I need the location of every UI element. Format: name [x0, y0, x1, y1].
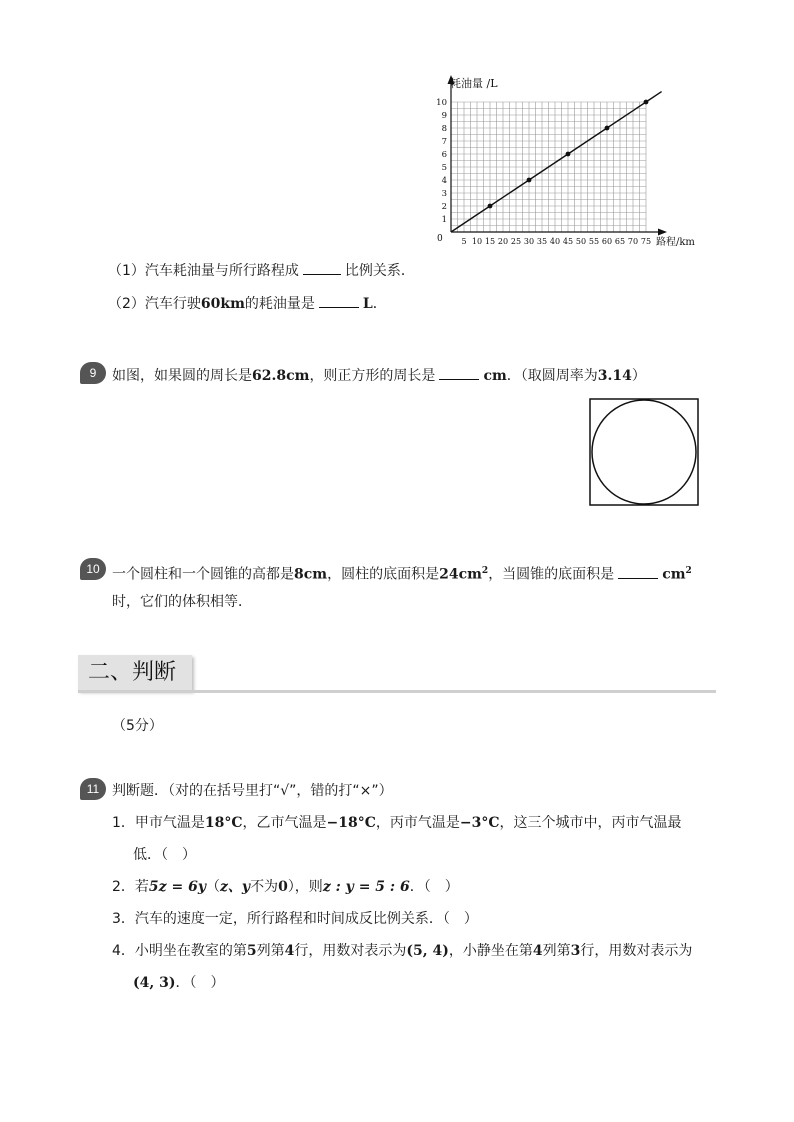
- origin-label: 0: [437, 234, 443, 244]
- y-axis-label: 耗油量 /L: [450, 77, 498, 90]
- square-shape: [590, 399, 698, 505]
- q9-text-a: 如图，如果圆的周长是: [112, 368, 252, 384]
- q11-item4-line2: [133, 973, 224, 993]
- ratio: z : y = 5 : 6: [322, 879, 410, 895]
- answer-blank[interactable]: [439, 365, 479, 380]
- q11-item4-text-e: 列第: [542, 943, 571, 959]
- q11-item4-text-c: 行，用数对表示为: [294, 943, 407, 959]
- series-line: [451, 92, 662, 232]
- q8-sub1-text: （1）汽车耗油量与所行路程成: [108, 263, 299, 279]
- q11-item4: [112, 941, 692, 961]
- coordinate-pair: (5, 4): [406, 943, 449, 959]
- q8-sub2-text-mid: 的耗油量是: [244, 296, 315, 312]
- q8-distance: 60km: [200, 296, 245, 312]
- x-tick-label: 30: [523, 237, 535, 246]
- q11-item2-text-d: ），则: [287, 879, 323, 895]
- q11-item2-text-e: ．（ ）: [409, 879, 459, 895]
- q10-line2: 时，它们的体积相等．: [112, 594, 252, 610]
- section-title: 二、判断: [78, 655, 192, 691]
- x-tick-label: 35: [536, 237, 548, 246]
- x-tick-label: 25: [510, 237, 522, 246]
- q10-height: 8cm: [294, 566, 328, 583]
- q11-item2-text: 2．若: [112, 879, 149, 895]
- q11-item4-text: 4．小明坐在教室的第: [112, 943, 247, 959]
- y-tick-label: 2: [441, 202, 447, 212]
- x-tick-label: 65: [614, 237, 626, 246]
- y-tick-label: 10: [436, 98, 447, 108]
- q9-text: [112, 365, 646, 386]
- data-point: [527, 178, 532, 183]
- x-axis-label: 路程/km: [656, 237, 695, 248]
- q11-item2-text-b: （: [205, 879, 220, 895]
- y-tick-label: 4: [441, 176, 447, 186]
- x-tick-label: 50: [575, 237, 587, 246]
- square-circle-figure: [588, 398, 700, 506]
- q11-intro: 判断题．（对的在括号里打“√”，错的打“×”）: [112, 783, 393, 799]
- y-tick-label: 8: [441, 124, 447, 134]
- q9-pi: 3.14: [597, 368, 632, 384]
- q11-item1: [112, 813, 682, 833]
- q11-item1-text: 1．甲市气温是: [112, 815, 205, 831]
- q11-item2: [112, 877, 459, 897]
- temp-city-b: −18°C: [326, 815, 376, 831]
- question-number-badge: 10: [80, 558, 106, 580]
- row-number: 3: [570, 943, 581, 959]
- temp-city-c: −3°C: [459, 815, 500, 831]
- answer-blank[interactable]: [618, 564, 658, 579]
- x-tick-label: 40: [549, 237, 561, 246]
- data-point: [488, 204, 493, 209]
- x-tick-label: 75: [640, 237, 652, 246]
- q10-text-c: ，当圆锥的底面积是: [488, 566, 615, 583]
- data-point: [644, 100, 649, 105]
- column-number: 5: [246, 943, 257, 959]
- fuel-distance-chart: [420, 70, 720, 255]
- y-tick-label: 9: [441, 111, 447, 121]
- q11-item4-text-f: 行，用数对表示为: [580, 943, 693, 959]
- x-tick-label: 20: [497, 237, 509, 246]
- q9-text-b: ，则正方形的周长是: [309, 368, 436, 384]
- q10-line1: [112, 561, 692, 585]
- q11-item3: 3．汽车的速度一定，所行路程和时间成反比例关系．（ ）: [112, 911, 478, 927]
- chart-axes: [448, 75, 668, 236]
- q10-unit: cm: [662, 566, 686, 583]
- x-tick-label: 5: [461, 237, 467, 246]
- x-tick-label: 60: [601, 237, 613, 246]
- y-tick-label: 5: [441, 163, 447, 173]
- q8-sub2: [108, 293, 387, 314]
- y-tick-label: 3: [441, 189, 447, 199]
- x-axis-arrow: [658, 229, 667, 236]
- zero-value: 0: [278, 879, 288, 895]
- q9-circumference: 62.8cm: [252, 368, 310, 384]
- q10-area: 24cm: [439, 566, 482, 583]
- temp-city-a: 18°C: [204, 815, 243, 831]
- x-tick-label: 10: [471, 237, 483, 246]
- question-number-badge: 9: [80, 362, 106, 384]
- section-score: （5分）: [112, 718, 163, 734]
- q11-item2-text-c: 不为: [250, 879, 279, 895]
- q8-sub1-text-end: 比例关系．: [344, 263, 415, 279]
- q8-sub2-text: （2）汽车行驶: [108, 296, 201, 312]
- question-number-badge: 11: [80, 778, 106, 800]
- x-tick-label: 45: [562, 237, 574, 246]
- q11-item4-text-d: ，小静坐在第: [448, 943, 533, 959]
- answer-blank[interactable]: [303, 260, 341, 275]
- q11-item4-end: ．（ ）: [175, 975, 225, 991]
- q9-unit: cm: [483, 368, 507, 384]
- column-number: 4: [532, 943, 543, 959]
- q11-item1-text-b: ，乙市气温是: [242, 815, 327, 831]
- q10-unit-sup: 2: [685, 566, 692, 576]
- chart-series: [451, 92, 662, 232]
- data-point: [605, 126, 610, 131]
- q8-unit: L: [362, 296, 373, 312]
- q10-text-b: ，圆柱的底面积是: [327, 566, 440, 583]
- y-tick-label: 1: [441, 215, 447, 225]
- x-tick-label: 70: [627, 237, 639, 246]
- q9-text-c: ．（取圆周率为: [506, 368, 598, 384]
- y-tick-label: 6: [441, 150, 447, 160]
- x-tick-label: 15: [484, 237, 496, 246]
- q11-item4-text-b: 列第: [256, 943, 285, 959]
- q11-item1-line2: 低．（ ）: [133, 847, 196, 863]
- data-point: [566, 152, 571, 157]
- equation: 5z = 6y: [148, 879, 206, 895]
- q11-item1-text-d: ，这三个城市中，丙市气温最: [499, 815, 682, 831]
- answer-blank[interactable]: [319, 293, 359, 308]
- row-number: 4: [284, 943, 295, 959]
- y-tick-label: 7: [441, 137, 447, 147]
- circle-shape: [592, 400, 696, 504]
- coordinate-pair: (4, 3): [133, 975, 176, 991]
- q11-item1-text-c: ，丙市气温是: [375, 815, 460, 831]
- section-divider: [78, 690, 716, 693]
- q8-sub1: [108, 260, 415, 281]
- q9-text-d: ）: [631, 368, 646, 384]
- q10-text-a: 一个圆柱和一个圆锥的高都是: [112, 566, 294, 583]
- x-tick-label: 55: [588, 237, 600, 246]
- q10-area-sup: 2: [481, 566, 489, 576]
- variables: z、y: [219, 879, 251, 895]
- q8-sub2-end: ．: [372, 296, 387, 312]
